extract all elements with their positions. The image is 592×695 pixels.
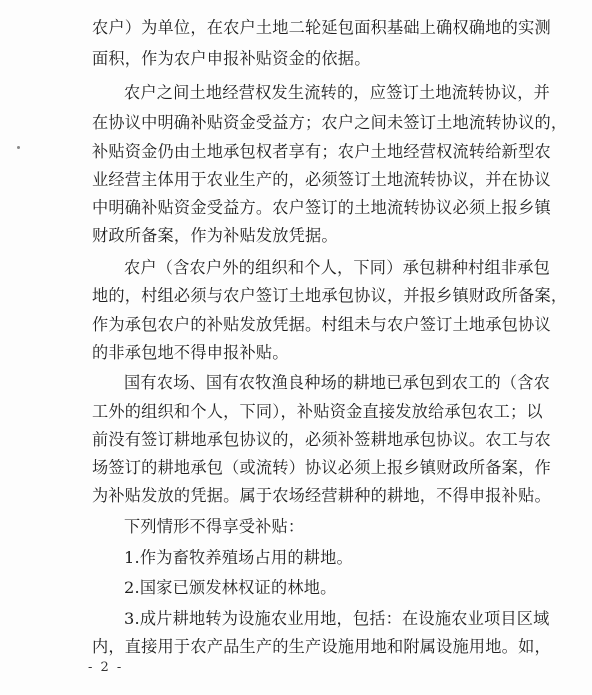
text-line: 下列情形不得享受补贴：	[124, 517, 305, 536]
text-line: 地的，村组必须与农户签订土地承包协议，并报乡镇财政所备案，	[92, 286, 568, 305]
text-line: 农户（含农户外的组织和个人，下同）承包耕种村组非承包	[124, 258, 551, 277]
text-line: 工外的组织和个人，下同），补贴资金直接发放给承包农工；以	[92, 402, 543, 421]
text-line: 在协议中明确补贴资金受益方；农户之间未签订土地流转协议的，	[92, 113, 568, 132]
scan-speck	[17, 146, 20, 149]
text-line: 农户之间土地经营权发生流转的，应签订土地流转协议，并	[124, 83, 551, 102]
text-line: 补贴资金仍由土地承包权者享有；农户土地经营权流转给新型农	[92, 142, 551, 161]
text-line: 的非承包地不得申报补贴。	[92, 343, 289, 362]
list-item: 1.作为畜牧养殖场占用的耕地。	[124, 548, 353, 567]
text-line: 作为承包农户的补贴发放凭据。村组未与农户签订土地承包协议	[92, 315, 551, 334]
list-item: 2.国家已颁发林权证的林地。	[124, 578, 337, 597]
list-item: 3.成片耕地转为设施农业用地，包括：在设施农业项目区域	[124, 609, 550, 628]
text-line: 国有农场、国有农牧渔良种场的耕地已承包到农工的（含农	[124, 373, 551, 392]
text-line: 前没有签订耕地承包协议的，必须补签耕地承包协议。农工与农	[92, 430, 551, 449]
text-line: 场签订的耕地承包（或流转）协议必须上报乡镇财政所备案，作	[92, 458, 551, 477]
text-line: 财政所备案，作为补贴发放凭据。	[92, 226, 338, 245]
text-line: 为补贴发放的凭据。属于农场经营耕种的耕地，不得申报补贴。	[92, 486, 551, 505]
page-number: - 2 -	[88, 660, 124, 675]
text-line: 内，直接用于农产品生产的生产设施用地和附属设施用地。如，	[92, 637, 551, 656]
text-line: 中明确补贴资金受益方。农户签订的土地流转协议必须上报乡镇	[92, 198, 551, 217]
text-line: 业经营主体用于农业生产的，必须签订土地流转协议，并在协议	[92, 170, 551, 189]
text-line: 农户）为单位，在农户土地二轮延包面积基础上确权确地的实测	[92, 18, 551, 37]
text-line: 面积，作为农户申报补贴资金的依据。	[92, 49, 371, 68]
